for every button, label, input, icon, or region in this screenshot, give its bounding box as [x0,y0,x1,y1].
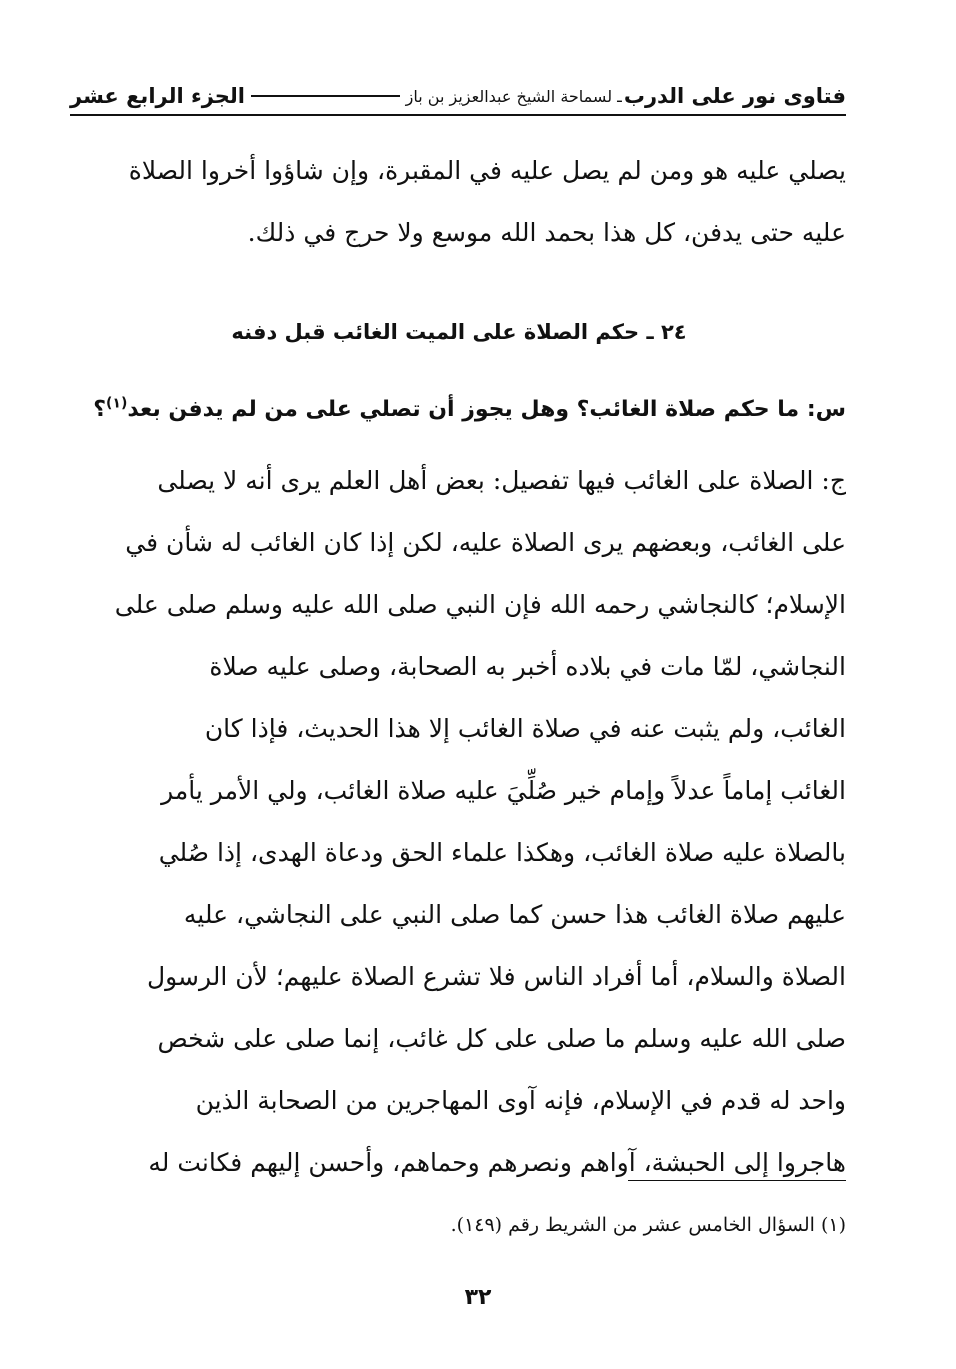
text-line: ج: الصلاة على الغائب فيها تفصيل: بعض أهل العلم يرى أنه لا يصلى [157,466,846,495]
intro-paragraph [72,140,846,264]
footnote: (١) السؤال الخامس عشر من الشريط رقم (١٤٩). [450,1214,846,1236]
section-heading: ٢٤ ـ حكم الصلاة على الميت الغائب قبل دفنه [231,320,687,344]
series-title: فتاوى نور على الدرب [623,84,846,108]
question-text: س: ما حكم صلاة الغائب؟ وهل يجوز أن تصلي على من لم يدفن بعد [127,397,846,422]
text-line: النجاشي، لمّا مات في بلاده أخبر به الصحابة، وصلى عليه صلاة [209,652,846,681]
footnote-reference: (١) [105,395,128,412]
footnote-separator [628,1180,846,1181]
text-line: على الغائب، وبعضهم يرى الصلاة عليه، لكن إذا كان الغائب له شأن في [125,528,846,557]
text-line: الغائب إماماً عدلاً وإمام خير صُلِّيَ عليه صلاة الغائب، ولي الأمر يأمر [161,776,846,805]
text-line: بالصلاة عليه صلاة الغائب، وهكذا علماء الحق ودعاة الهدى، إذا صُلي [158,838,846,867]
text-line: واحد له قدم في الإسلام، فإنه آوى المهاجرين من الصحابة الذين [195,1086,846,1115]
header-dash-rule [251,95,400,97]
text-line: الغائب، ولم يثبت عنه في صلاة الغائب إلا هذا الحديث، فإذا كان [204,714,846,743]
volume-label: الجزء الرابع عشر [70,84,245,108]
question-mark: ؟ [93,397,106,422]
text-line: يصلي عليه هو ومن لم يصل عليه في المقبرة، وإن شاؤوا أخروا الصلاة [128,156,846,185]
question-line [72,388,846,432]
answer-paragraph [72,450,846,1194]
text-line: هاجروا إلى الحبشة، آواهم ونصرهم وحماهم، وأحسن إليهم فكانت له [148,1148,846,1177]
author-credit: ـ لسماحة الشيخ عبدالعزيز بن باز [405,86,622,106]
page-number: ٣٢ [464,1285,492,1310]
text-line: الصلاة والسلام، أما أفراد الناس فلا تشرع الصلاة عليهم؛ لأن الرسول [146,962,846,991]
text-line: عليه حتى يدفن، كل هذا بحمد الله موسع ولا حرج في ذلك. [247,218,846,247]
text-line: عليهم صلاة الغائب هذا حسن كما صلى النبي على النجاشي، عليه [183,900,846,929]
text-line: صلى الله عليه وسلم ما صلى على كل غائب، إنما صلى على شخص [157,1024,846,1053]
text-line: الإسلام؛ كالنجاشي رحمه الله فإن النبي صلى الله عليه وسلم صلى على [114,590,846,619]
running-header [70,78,846,116]
